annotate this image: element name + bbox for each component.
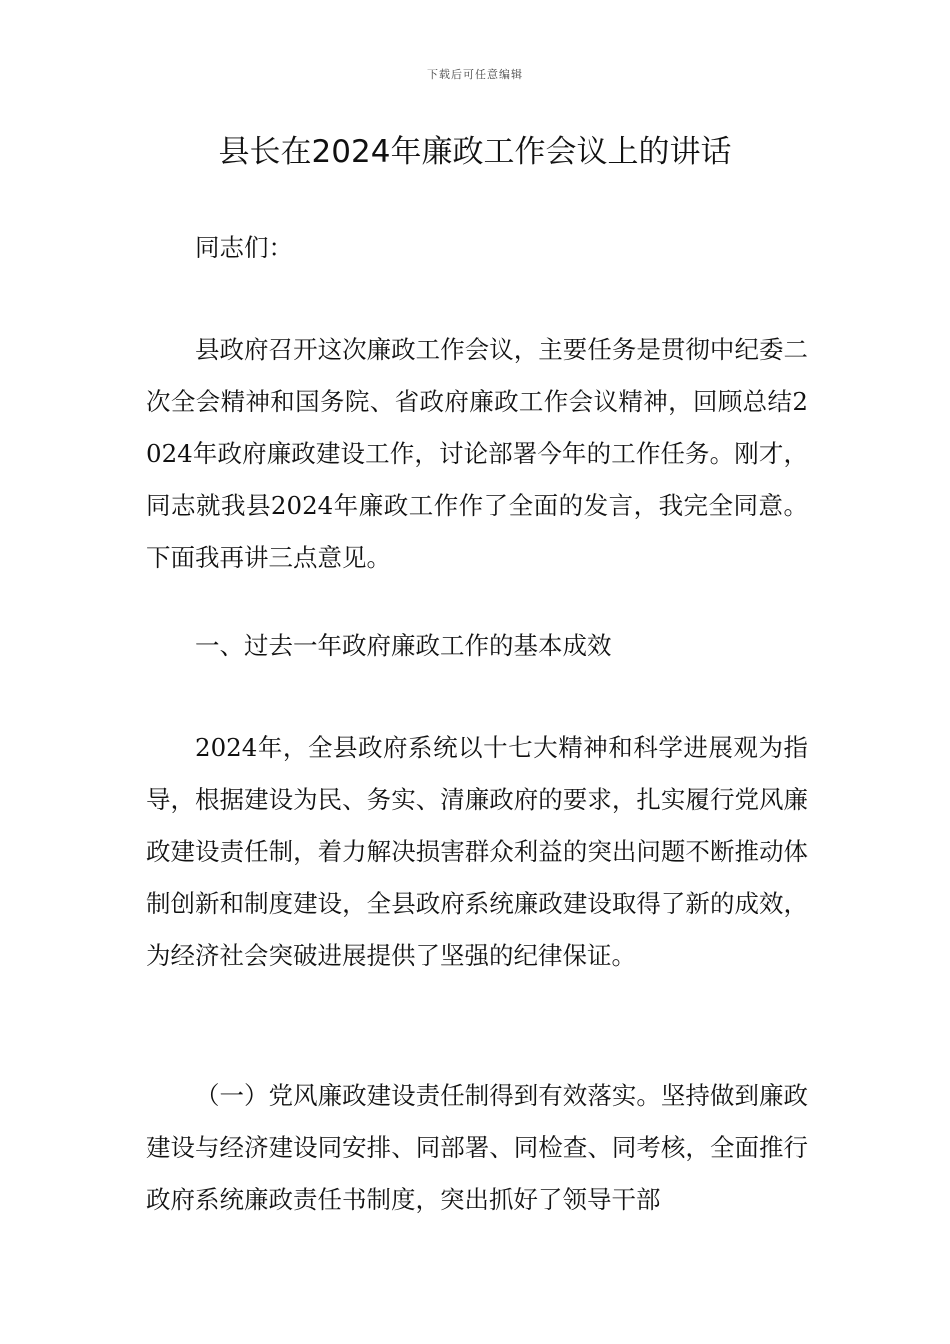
paragraph-subsection-1: （一）党风廉政建设责任制得到有效落实。坚持做到廉政建设与经济建设同安排、同部署、同检查、同考核，全面推行政府系统廉政责任书制度，突出抓好了领导干部 xyxy=(146,1081,808,1214)
paragraph-intro: 县政府召开这次廉政工作会议，主要任务是贯彻中纪委二次全会精神和国务院、省政府廉政工作会议精神，回顾总结2024年政府廉政建设工作，讨论部署今年的工作任务。刚才，同志就我县2024年廉政工作作了全面的发言，我完全同意。下面我再讲三点意见。 xyxy=(146,335,808,572)
paragraph-section-1: 2024年，全县政府系统以十七大精神和科学进展观为指导，根据建设为民、务实、清廉政府的要求，扎实履行党风廉政建设责任制，着力解决损害群众利益的突出问题不断推动体制创新和制度建设，全县政府系统廉政建设取得了新的成效，为经济社会突破进展提供了坚强的纪律保证。 xyxy=(146,733,808,970)
header-note: 下载后可任意编辑 xyxy=(427,68,523,81)
salutation: 同志们： xyxy=(195,233,293,262)
document-title: 县长在2024年廉政工作会议上的讲话 xyxy=(218,134,732,170)
section-heading-1: 一、过去一年政府廉政工作的基本成效 xyxy=(195,631,612,660)
